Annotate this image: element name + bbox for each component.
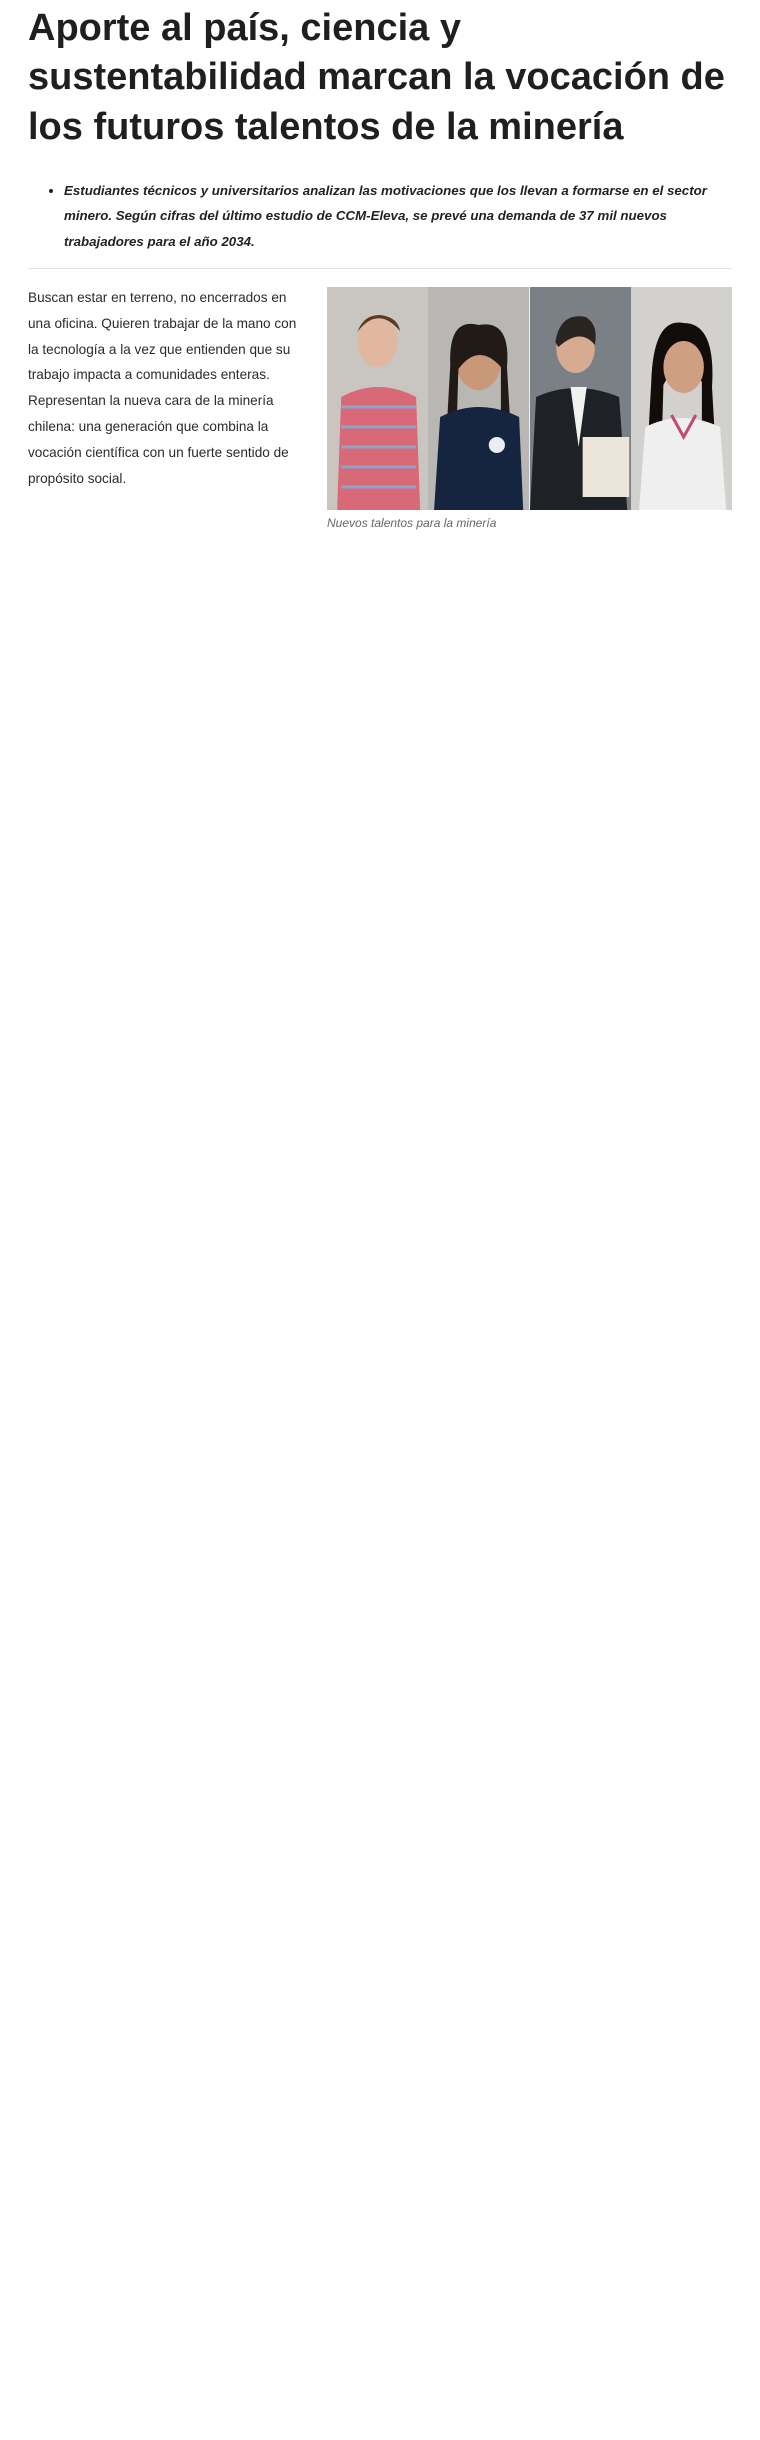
article-figure	[327, 287, 732, 530]
photo-student-3	[530, 287, 631, 510]
photo-student-4	[631, 287, 732, 510]
photo-student-2	[428, 287, 529, 510]
photo-student-1	[327, 287, 428, 510]
photo-collage	[327, 287, 732, 510]
paragraph-1: Buscan estar en terreno, no encerrados en una oficina. Quieren trabajar de la mano con la tecnología a la vez que entienden que su trabajo impacta a comunidades enteras. Representan la nueva cara de la minería chilena: una generación que combina la vocación científica con un fuerte sentido de propósito social.	[28, 289, 297, 486]
article	[0, 4, 760, 540]
article-title: Aporte al país, ciencia y sustentabilidad marcan la vocación de los futuros talentos de la minería	[28, 7, 725, 148]
article-lead	[28, 178, 732, 269]
lead-bullet: • Estudiantes técnicos y universitarios analizan las motivaciones que los llevan a formarse en el sector minero. Según cifras del último estudio de CCM-Eleva, se prevé una demanda de 37 mil nuevos trabajadores para el año 2034.	[64, 178, 732, 254]
figure-caption: Nuevos talentos para la minería	[327, 515, 497, 530]
